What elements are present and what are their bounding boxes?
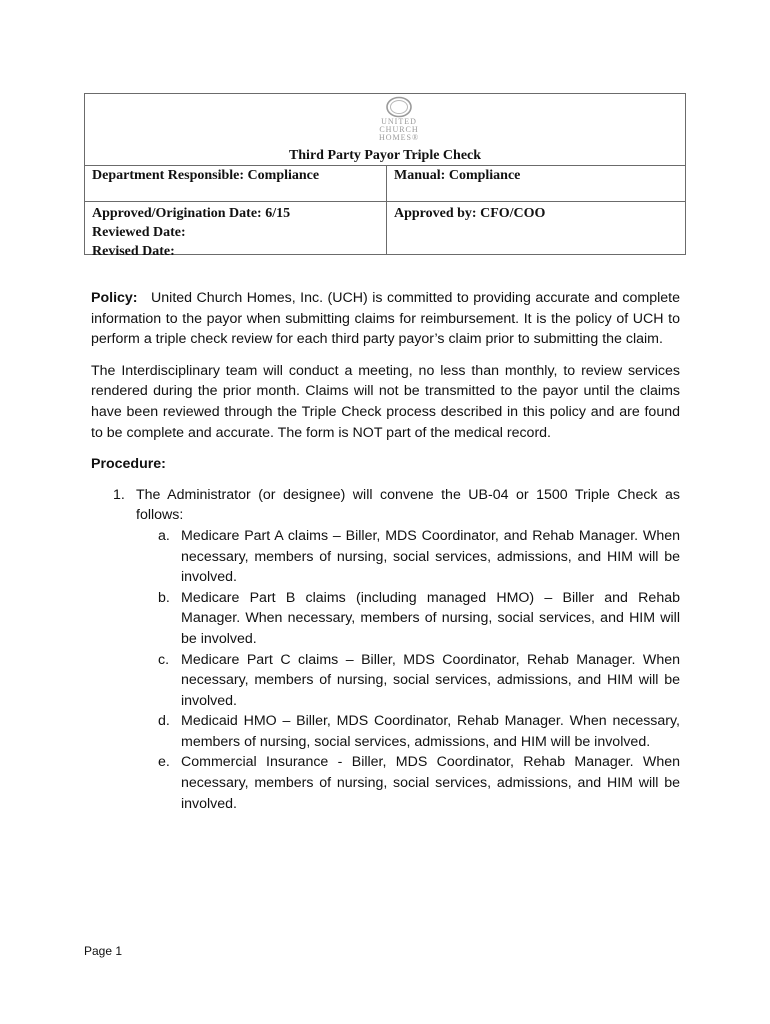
policy-body bbox=[91, 288, 680, 814]
reviewed-date: Reviewed Date: bbox=[92, 225, 186, 240]
procedure-item-1 bbox=[91, 485, 680, 526]
subitem-c bbox=[91, 650, 680, 712]
logo-ring-icon bbox=[383, 96, 415, 118]
list-marker: c. bbox=[158, 651, 170, 668]
procedure-item-text: The Administrator (or designee) will convene the UB-04 or 1500 Triple Check as follows: bbox=[136, 486, 680, 524]
department-responsible: Department Responsible: Compliance bbox=[92, 168, 320, 183]
document-title: Third Party Payor Triple Check bbox=[288, 148, 482, 163]
procedure-heading: Procedure: bbox=[91, 456, 166, 473]
approved-origination-date: Approved/Origination Date: 6/15 bbox=[92, 206, 291, 221]
page-number: Page 1 bbox=[84, 944, 123, 958]
procedure-subitems bbox=[91, 526, 680, 814]
subitem-text: Commercial Insurance - Biller, MDS Coordinator, Rehab Manager. When necessary, members of nursing, social services, admissions, and HIM will be involved. bbox=[181, 754, 680, 812]
revised-date: Revised Date: bbox=[92, 244, 175, 259]
subitem-text: Medicare Part B claims (including managed HMO) – Biller and Rehab Manager. When necessary, members of nursing, social services, and HIM will be involved. bbox=[181, 589, 680, 647]
approval-dates bbox=[92, 204, 290, 261]
subitem-text: Medicaid HMO – Biller, MDS Coordinator, Rehab Manager. When necessary, members of nursing, social services, admissions, and HIM will be involved. bbox=[181, 713, 680, 750]
logo-line-3: HOMES® bbox=[378, 133, 420, 142]
logo-line-2: CHURCH bbox=[379, 125, 419, 134]
list-marker: 1. bbox=[113, 486, 125, 503]
subitem-text: Medicare Part C claims – Biller, MDS Coordinator, Rehab Manager. When necessary, members of nursing, social services, admissions, and HIM will be involved. bbox=[181, 651, 680, 709]
subitem-e bbox=[91, 752, 680, 814]
policy-text: United Church Homes, Inc. (UCH) is committed to providing accurate and complete information to the payor when submitting claims for reimbursement. It is the policy of UCH to perform a triple check review for each third party payor’s claim prior to submitting the claim. bbox=[91, 290, 680, 348]
manual-field: Manual: Compliance bbox=[394, 168, 521, 183]
united-church-homes-logo bbox=[359, 96, 439, 146]
table-divider-2 bbox=[85, 201, 685, 202]
subitem-d bbox=[91, 711, 680, 752]
list-marker: e. bbox=[158, 754, 170, 771]
policy-paragraph bbox=[91, 288, 680, 350]
table-column-divider bbox=[386, 165, 387, 254]
list-marker: d. bbox=[158, 713, 170, 730]
list-marker: b. bbox=[158, 589, 170, 606]
subitem-text: Medicare Part A claims – Biller, MDS Coordinator, and Rehab Manager. When necessary, members of nursing, social services, admissions, and HIM will be involved. bbox=[181, 527, 680, 586]
logo-line-1: UNITED bbox=[381, 117, 417, 126]
policy-header-table bbox=[84, 93, 686, 259]
subitem-a bbox=[91, 526, 680, 588]
subitem-b bbox=[91, 588, 680, 650]
policy-label: Policy: bbox=[91, 290, 138, 306]
approved-by: Approved by: CFO/COO bbox=[394, 206, 546, 221]
list-marker: a. bbox=[158, 527, 170, 544]
policy-paragraph-2: The Interdisciplinary team will conduct a meeting, no less than monthly, to review services rendered during the prior month. Claims will not be transmitted to the payor until the claims have been reviewed through the Triple Check process described in this policy and are found to be complete and accurate. The form is NOT part of the medical record. bbox=[91, 362, 680, 441]
